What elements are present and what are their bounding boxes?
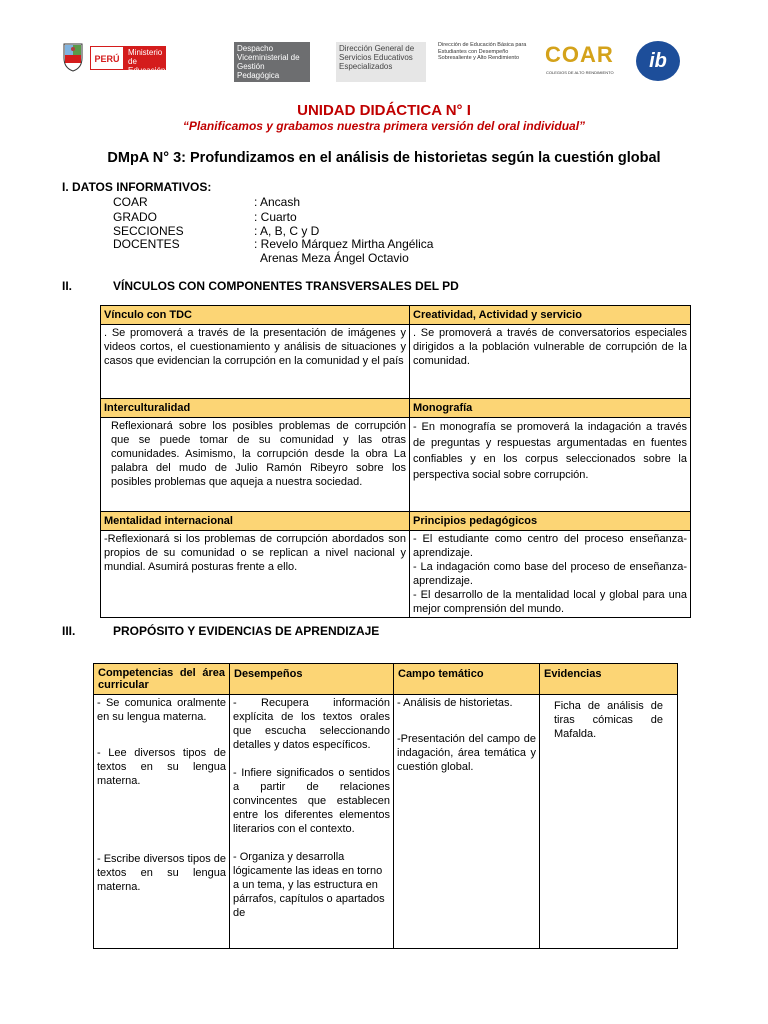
desempeno-item: - Infiere significados o sentidos a partir de relaciones convincentes que establecen entre los diferentes elementos literarios con el contexto.: [233, 767, 390, 835]
section-3-number: III.: [62, 624, 76, 638]
cas-text: . Se promoverá a través de conversatorios especiales dirigidos a la población vulnerable de corrupción de la comunidad.: [410, 325, 691, 399]
ib-logo: ib: [636, 41, 680, 81]
tdc-text: . Se promoverá a través de la presentación de imágenes y videos cortos, el cuestionamiento y análisis de situaciones y casos que evidencian la corrupción en la comunidad y el país: [101, 325, 410, 399]
competencia-item: - Escribe diversos tipos de textos en su lengua materna.: [97, 853, 226, 893]
desempeno-item: - Organiza y desarrolla lógicamente las ideas en torno a un tema, y las estructura en párrafos, capítulos o apartados de: [233, 851, 385, 919]
competencia-item: - Se comunica oralmente en su lengua materna.: [97, 697, 226, 723]
unit-title: UNIDAD DIDÁCTICA N° I: [297, 102, 471, 119]
intercultural-text: Reflexionará sobre los posibles problemas de corrupción que se puede tomar de su comunidad y las otras comunidades. Asimismo, la corrupción desde la obra La palabra del mudo de Julio Ramón Ribeyro sobre los posibles problemas que aqueja a nuestra sociedad.: [101, 418, 410, 512]
datos-key: COAR: [113, 195, 148, 209]
cas-header: Creatividad, Actividad y servicio: [410, 306, 691, 325]
principios-header: Principios pedagógicos: [410, 512, 691, 531]
campo-item: - Análisis de historietas.: [397, 697, 513, 709]
desempenos-header: Desempeños: [230, 664, 394, 695]
coar-subtitle: COLEGIOS DE ALTO RENDIMIENTO: [546, 70, 614, 75]
principio-item: - El estudiante como centro del proceso enseñanza-aprendizaje.: [413, 533, 687, 559]
peru-coat-of-arms-icon: [62, 42, 84, 72]
vice-ministry-label: Despacho Viceministerial de Gestión Pedagógica: [234, 42, 310, 82]
section-2-heading: VÍNCULOS CON COMPONENTES TRANSVERSALES DEL PD: [113, 279, 459, 293]
datos-key: DOCENTES: [113, 237, 180, 251]
monografia-header: Monografía: [410, 399, 691, 418]
subdirection-label: Dirección de Educación Básica para Estudiantes con Desempeño Sobresaliente y Alto Rendimiento: [438, 42, 527, 61]
datos-key: SECCIONES: [113, 224, 184, 238]
datos-value: : Ancash: [254, 195, 301, 209]
transversal-table: [100, 305, 691, 618]
datos-key: GRADO: [113, 210, 158, 224]
monografia-text: - En monografía se promoverá la indagación a través de preguntas y respuestas argumentadas en fuentes confiables y en los corpus seleccionados sobre la perspectiva social sobre corrupción.: [410, 418, 691, 512]
principios-text: [410, 531, 691, 618]
competencias-cell: [94, 695, 230, 949]
campo-header: Campo temático: [394, 664, 540, 695]
datos-value: : A, B, C y D: [254, 224, 320, 238]
datos-value: : Cuarto: [254, 210, 297, 224]
tdc-header: Vínculo con TDC: [101, 306, 410, 325]
direction-label: Dirección General de Servicios Educativos Especializados: [336, 42, 426, 82]
dmpa-title: DMpA N° 3: Profundizamos en el análisis de historietas según la cuestión global: [107, 150, 661, 166]
purpose-table: [93, 663, 678, 949]
peru-label: PERÚ: [90, 46, 124, 70]
minedu-logo: [90, 46, 166, 75]
evidencias-cell: Ficha de análisis de tiras cómicas de Mafalda.: [540, 695, 678, 949]
section-3-heading: PROPÓSITO Y EVIDENCIAS DE APRENDIZAJE: [113, 624, 380, 638]
intercultural-header: Interculturalidad: [101, 399, 410, 418]
section-2-number: II.: [62, 279, 73, 293]
unit-subtitle: “Planificamos y grabamos nuestra primera versión del oral individual”: [182, 119, 586, 133]
desempeno-item: - Recupera información explícita de los textos orales que escucha seleccionando detalles y datos específicos.: [233, 697, 390, 751]
principio-item: - El desarrollo de la mentalidad local y global para una mejor comprensión del mundo.: [413, 589, 687, 615]
datos-value: : Revelo Márquez Mirtha Angélica: [254, 237, 434, 251]
principio-item: - La indagación como base del proceso de enseñanza-aprendizaje.: [413, 561, 687, 587]
mentalidad-text: -Reflexionará si los problemas de corrupción abordados son propios de su comunidad o se replican a nivel nacional y mundial. Asumirá posturas frente a ello.: [101, 531, 410, 618]
desempenos-cell: [230, 695, 394, 949]
datos-heading: I. DATOS INFORMATIVOS:: [62, 180, 212, 194]
coar-logo: COAR: [545, 42, 614, 67]
datos-value: Arenas Meza Ángel Octavio: [260, 251, 409, 265]
mentalidad-header: Mentalidad internacional: [101, 512, 410, 531]
competencias-header: Competencias del área curricular: [94, 664, 230, 695]
institutional-header: [62, 38, 674, 88]
competencia-item: - Lee diversos tipos de textos en su lengua materna.: [97, 747, 226, 787]
campo-item: -Presentación del campo de indagación, área temática y cuestión global.: [397, 733, 536, 773]
campo-cell: [394, 695, 540, 949]
evidencias-header: Evidencias: [540, 664, 678, 695]
ministry-label: Ministerio de Educación: [128, 48, 166, 75]
